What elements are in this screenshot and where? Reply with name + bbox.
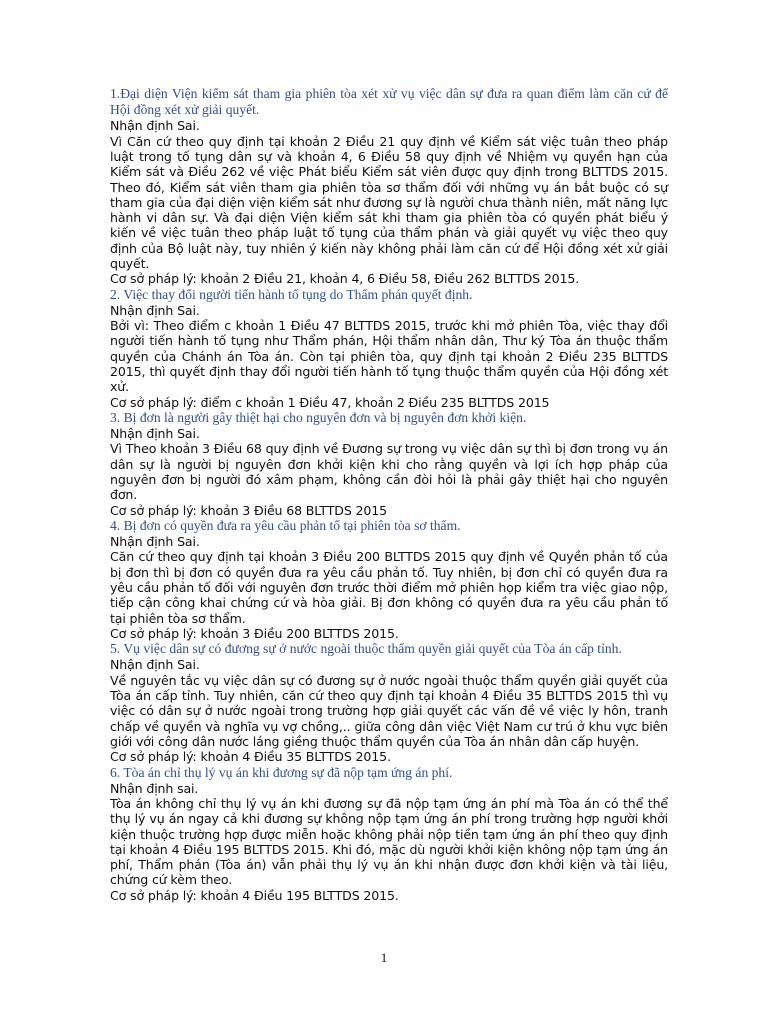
explanation: Căn cứ theo quy định tại khoản 3 Điều 200 BLTTDS 2015 quy định về Quyền phản tố của bị đơn thì bị đơn có quyền đưa ra yêu cầu phản tố. Tuy nhiên, bị đơn chỉ có quyền đưa ra yêu cầu phản tố đối với nguyên đơn trước thời điểm mở phiên họp kiểm tra việc giao nộp, tiếp cận công khai chứng cứ và hòa giải. Bị đơn không có quyền đưa ra yêu cầu phản tố tại phiên tòa sơ thẩm. [110, 549, 668, 626]
explanation: Tòa án không chỉ thụ lý vụ án khi đương sự đã nộp tạm ứng án phí mà Tòa án có thể thể thụ lý vụ án ngay cả khi đương sự không nộp tạm ứng án phí trong trường hợp người khởi kiện thuộc trường hợp được miễn hoặc không phải nộp tiền tạm ứng án phí theo quy định tại khoản 4 Điều 195 BLTTDS 2015. Khi đó, mặc dù người khởi kiện không nộp tạm ứng án phí, Thẩm phán (Tòa án) vẫn phải thụ lý vụ án khi nhận được đơn khởi kiện và tài liệu, chứng cứ kèm theo. [110, 796, 668, 888]
item-6 [110, 765, 668, 904]
question-heading: 2. Việc thay đổi người tiến hành tố tụng do Thẩm phán quyết định. [110, 286, 473, 302]
explanation: Bởi vì: Theo điểm c khoản 1 Điều 47 BLTTDS 2015, trước khi mở phiên Tòa, việc thay đổi người tiến hành tố tụng như Thẩm phán, Hội thẩm nhân dân, Thư ký Tòa án thuộc thẩm quyền của Chánh án Tòa án. Còn tại phiên tòa, quy định tại khoản 2 Điều 235 BLTTDS 2015, thì quyết định thay đổi người tiến hành tố tụng thuộc thẩm quyền của Hội đồng xét xử. [110, 318, 668, 395]
question-heading: 1.Đại diện Viện kiểm sát tham gia phiên tòa xét xử vụ việc dân sự đưa ra quan điểm làm căn cứ để Hội đồng xét xử giải quyết. [110, 86, 668, 118]
verdict: Nhận định Sai. [110, 534, 200, 550]
explanation: Vì Theo khoản 3 Điều 68 quy định về Đương sự trong vụ việc dân sự thì bị đơn trong vụ án dân sự là người bị nguyên đơn khởi kiện khi cho rằng quyền và lợi ích hợp pháp của nguyên đơn bị người đó xâm phạm, không cần đòi hỏi là phải gây thiệt hại cho nguyên đơn. [110, 441, 668, 503]
legal-basis: Cơ sở pháp lý: khoản 2 Điều 21, khoản 4, 6 Điều 58, Điều 262 BLTTDS 2015. [110, 271, 580, 287]
legal-basis: Cơ sở pháp lý: khoản 3 Điều 68 BLTTDS 2015 [110, 502, 387, 518]
legal-basis: Cơ sở pháp lý: khoản 3 Điều 200 BLTTDS 2015. [110, 625, 399, 641]
page-number: 1 [380, 950, 388, 965]
legal-basis: Cơ sở pháp lý: điểm c khoản 1 Điều 47, khoản 2 Điều 235 BLTTDS 2015 [110, 394, 550, 410]
item-4 [110, 518, 668, 641]
verdict: Nhận định Sai. [110, 118, 200, 134]
legal-basis: Cơ sở pháp lý: khoản 4 Điều 35 BLTTDS 2015. [110, 749, 391, 765]
verdict: Nhận định sai. [110, 780, 199, 796]
explanation: Vì Căn cứ theo quy định tại khoản 2 Điều 21 quy định về Kiểm sát việc tuân theo pháp luật trong tố tụng dân sự và khoản 4, 6 Điều 58 quy định về Nhiệm vụ quyền hạn của Kiểm sát và Điều 262 về việc Phát biểu Kiểm sát viên được quy định trong BLTTDS 2015. Theo đó, Kiểm sát viên tham gia phiên tòa sơ thẩm đối với những vụ án bắt buộc có sự tham gia của đại diện viện kiểm sát như đương sự là người chưa thành niên, mất năng lực hành vi dân sự. Và đại diện Viện kiểm sát khi tham gia phiên tòa có quyền phát biểu ý kiến về việc tuân theo pháp luật tố tụng của thẩm phán và giải quyết vụ việc theo quy định của Bộ luật này, tuy nhiên ý kiến này không phải làm căn cứ để Hội đồng xét xử giải quyết. [110, 133, 668, 272]
question-heading: 6. Tòa án chỉ thụ lý vụ án khi đương sự đã nộp tạm ứng án phí. [110, 764, 453, 780]
verdict: Nhận định Sai. [110, 426, 200, 442]
legal-basis: Cơ sở pháp lý: khoản 4 Điều 195 BLTTDS 2015. [110, 887, 399, 903]
item-2 [110, 287, 668, 410]
question-heading: 3. Bị đơn là người gây thiệt hại cho nguyên đơn và bị nguyên đơn khởi kiện. [110, 409, 527, 425]
document-page [110, 86, 668, 903]
verdict: Nhận định Sai. [110, 657, 200, 673]
question-heading: 4. Bị đơn có quyền đưa ra yêu cầu phản tố tại phiên tòa sơ thẩm. [110, 517, 461, 533]
item-1 [110, 86, 668, 287]
item-5 [110, 641, 668, 764]
question-heading: 5. Vụ việc dân sự có đương sự ở nước ngoài thuộc thẩm quyền giải quyết của Tòa án cấp tỉnh. [110, 641, 622, 657]
verdict: Nhận định Sai. [110, 302, 200, 318]
explanation: Về nguyên tắc vụ việc dân sự có đương sự ở nước ngoài thuộc thẩm quyền giải quyết của Tòa án cấp tỉnh. Tuy nhiên, căn cứ theo quy định tại khoản 4 Điều 35 BLTTDS 2015 thì vụ việc có dân sự ở nước ngoài trong trường hợp giải quyết các vấn đề về việc ly hôn, tranh chấp về quyền và nghĩa vụ vợ chồng,.. giữa công dân việc Việt Nam cư trú ở khu vực biên giới với công dân nước láng giềng thuộc thẩm quyền của Tòa án nhân dân cấp huyện. [110, 672, 668, 749]
item-3 [110, 410, 668, 518]
